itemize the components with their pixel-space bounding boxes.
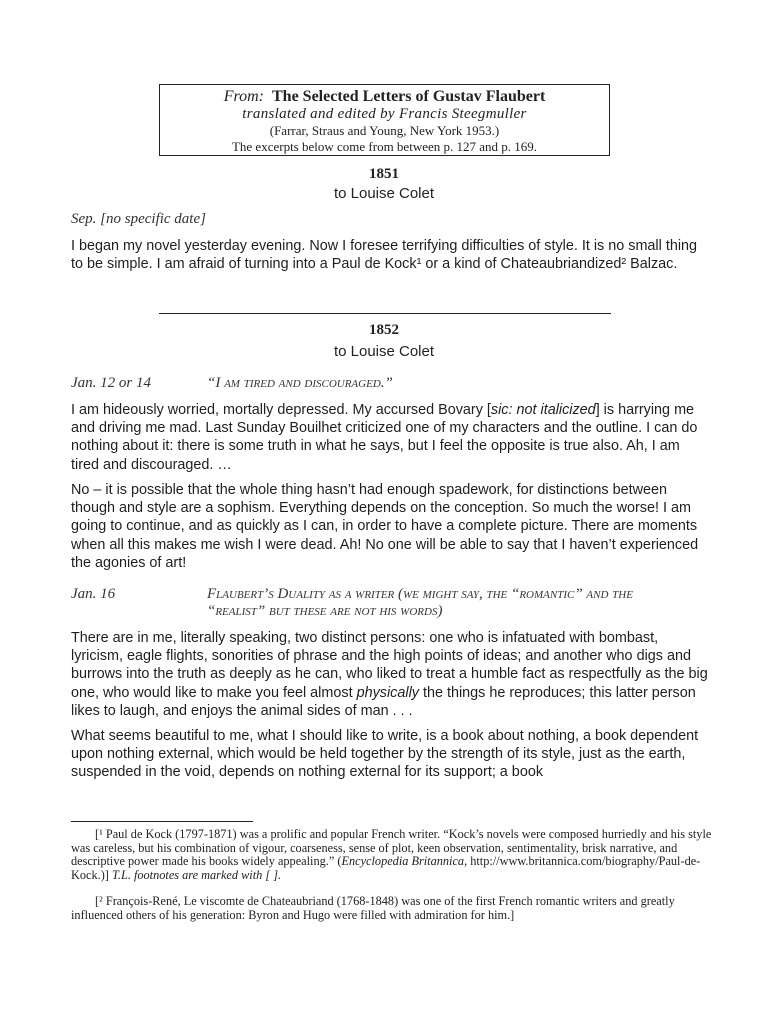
publisher-line: (Farrar, Straus and Young, New York 1953.) [269,123,500,138]
entry-subject-jan16-line1: Flaubert’s Duality as a writer (we might say, the “romantic” and the [207,586,633,602]
entry-date-jan16: Jan. 16 [71,586,116,602]
footnote-1-encyclopedia: Encyclopedia Britannica [341,854,465,869]
paragraph-jan12-1 [71,401,711,474]
year-heading-1852: 1852 [369,322,399,338]
emphasis-physically: physically [356,684,419,701]
paragraph-jan16-1-text-b: the things he reproduces; this latter person likes to laugh, and enjoys the animal sides of man . . . [71,684,696,719]
excerpt-note: The excerpts below come from between p. 127 and p. 169. [231,139,538,154]
recipient-1851: to Louise Colet [333,185,435,202]
entry-heading-jan16 [71,586,633,619]
sic-note: sic: not italicized [490,402,596,418]
footnote-1-tl-note: T.L. footnotes are marked with [ ]. [111,867,282,882]
paragraph-jan12-2: No – it is possible that the whole thing hasn’t had enough spadework, for distinctions between though and style are a sophism. Everything depends on the conception. So much the worse! I am going to continue, and as quickly as I can, in order to have a complete picture. There are moments when all this makes me wish I were dead. Ah! No one will be able to say that I haven’t experienced the agonies of art! [71,482,699,571]
footnote-rule [71,821,253,822]
year-heading-1851: 1851 [369,166,399,182]
entry-subject-jan12: “I am tired and discouraged.” [207,375,393,391]
paragraph-jan16-2: What seems beautiful to me, what I should like to write, is a book about nothing, a book dependent upon nothing external, which would be held together by the strength of its style, just as the earth, suspended in the void, depends on nothing external for its support; a book [71,728,699,781]
entry-date-jan12: Jan. 12 or 14 [71,375,151,391]
footnote-2-text: [² François-René, Le viscomte de Chateaubriand (1768-1848) was one of the first French romantic writers and greatly influenced others of his generation: Byron and Hugo were filled with admiration for him.] [71,894,675,922]
entry-subject-jan16-line2: “realist” but these are not his words) [207,603,443,619]
citation-title-line [160,88,609,106]
section-divider [159,313,611,314]
book-title: The Selected Letters of Gustav Flaubert [272,88,546,105]
from-label: From: [223,88,264,105]
paragraph-jan12-1-text-b: ] is harrying me and driving me mad. Last Sunday Bouilhet criticized one of my characters and the outline. I can do nothing about it: there is some truth in what he says, but I feel the opposite is true also. Ah, I am tired and discouraged. … [71,402,698,473]
entry-date-sep: Sep. [no specific date] [71,211,206,227]
paragraph-1851-1: I began my novel yesterday evening. Now I foresee terrifying difficulties of style. It is no small thing to be simple. I am afraid of turning into a Paul de Kock¹ or a kind of Chateaubriandized² Balzac. [71,238,698,273]
footnote-1-text-b: , http://www.britannica.com/biography/Paul-de-Kock.)] [71,854,701,882]
paragraph-jan16-1-text-a: There are in me, literally speaking, two distinct persons: one who is infatuated with bombast, lyricism, eagle flights, sonorities of phrase and the high points of ideas; and another who digs and burrows into the truth as deeply as he can, who liked to treat a humble fact as respectfully as the big one, who would like to make you feel almost [71,630,708,701]
footnote-2 [71,895,721,922]
source-citation-box [159,84,610,156]
translator-line: translated and edited by Francis Steegmuller [242,106,527,122]
footnote-1-text-a: [¹ Paul de Kock (1797-1871) was a prolific and popular French writer. “Kock’s novels were composed hurriedly and his style was careless, but his combination of vigour, coarseness, sense of plot, keen observation, sentimentality, brisk narrative, and descriptive power made his books widely appealing.” ( [71,827,712,869]
footnote-1 [71,828,721,882]
recipient-1852: to Louise Colet [333,343,435,360]
paragraph-jan12-1-text-a: I am hideously worried, mortally depressed. My accursed Bovary [ [71,402,491,418]
entry-heading-jan12 [71,375,393,392]
paragraph-jan16-1 [71,629,711,720]
